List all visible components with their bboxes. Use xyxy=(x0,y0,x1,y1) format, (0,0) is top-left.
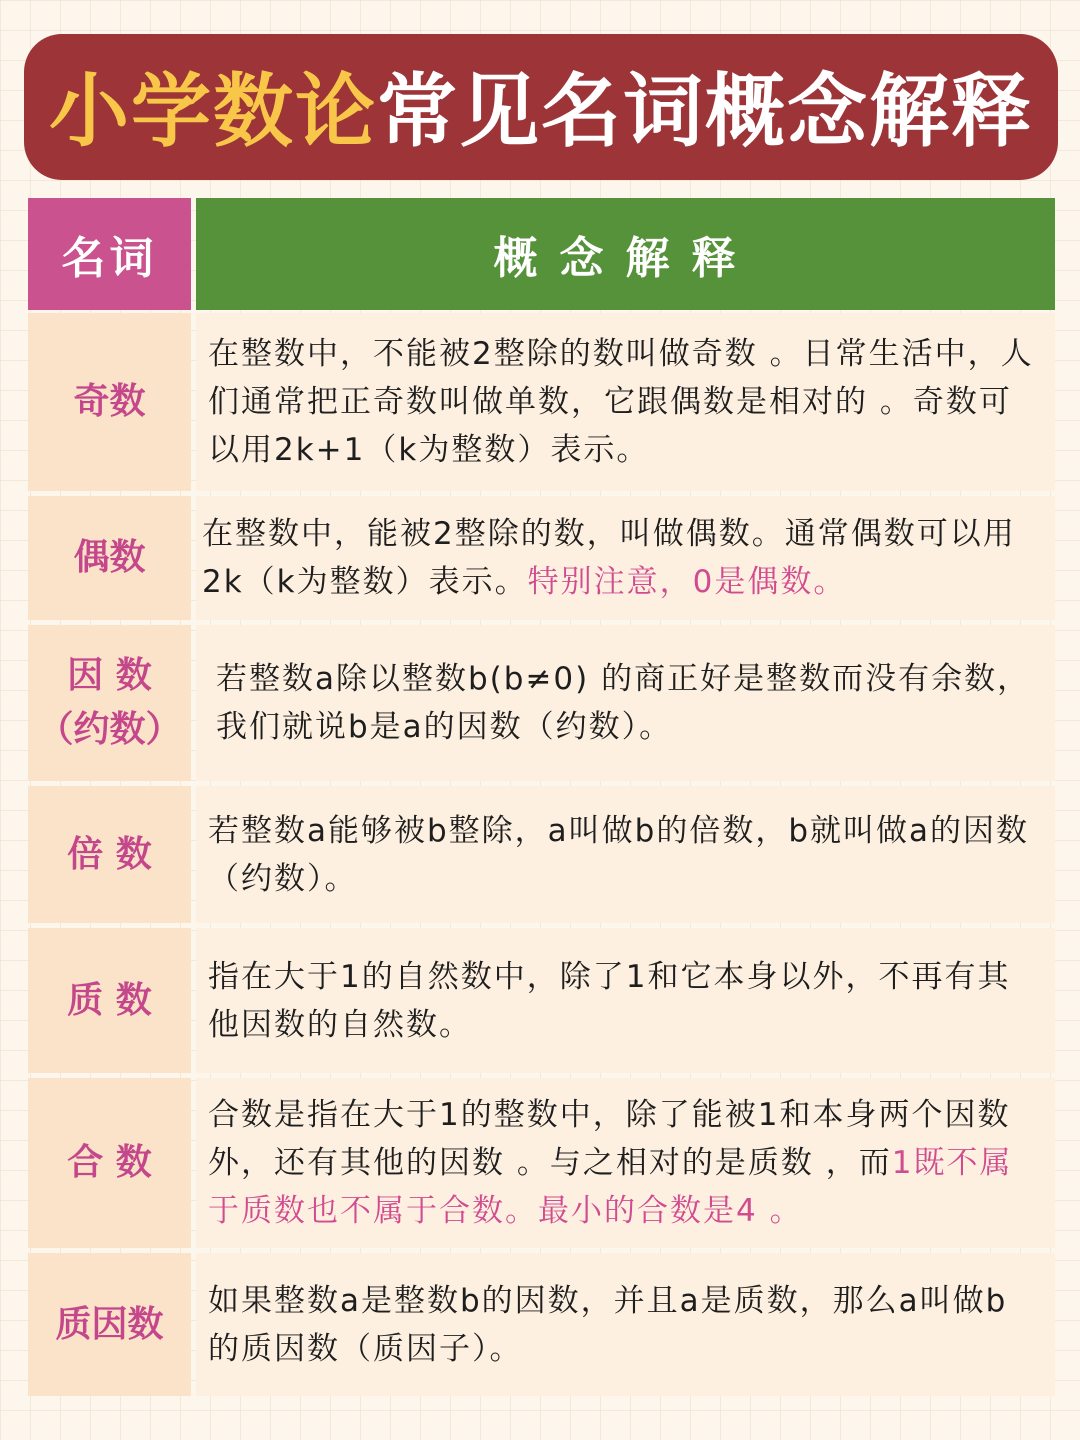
definition-cell xyxy=(196,928,1055,1073)
term-cell xyxy=(28,786,191,923)
term-label: 合 数 xyxy=(67,1142,152,1183)
table-row-prime-number xyxy=(28,928,1055,1073)
title-part-main: 常见名词概念解释 xyxy=(377,64,1033,158)
definition-cell xyxy=(196,496,1055,620)
title-banner xyxy=(24,34,1058,180)
definition-cell xyxy=(196,313,1055,491)
definition-cell xyxy=(196,625,1055,781)
definition-text: 如果整数a是整数b的因数，并且a是质数，那么a叫做b的质因数（质因子）。 xyxy=(208,1282,1008,1367)
term-label: 因 数 xyxy=(67,655,152,696)
table-row-composite-number xyxy=(28,1078,1055,1248)
term-label: 偶数 xyxy=(73,537,146,578)
title-part-highlight: 小学数论 xyxy=(49,64,377,158)
term-cell xyxy=(28,1253,191,1396)
header-definition-cell: 概念解释 xyxy=(196,198,1055,310)
term-label: 倍 数 xyxy=(67,833,152,875)
term-label-secondary: （约数） xyxy=(37,709,182,750)
definition-text: 合数是指在大于1的整数中，除了能被1和本身两个因数外，还有其他的因数 。与之相对的是质数 ，而 xyxy=(208,1097,1011,1181)
definition-highlight: 特别注意，0是偶数。 xyxy=(527,564,847,600)
term-label: 质 数 xyxy=(67,979,152,1021)
term-cell xyxy=(28,496,191,620)
page-title xyxy=(49,47,1033,162)
table-row-multiple xyxy=(28,786,1055,923)
definition-cell xyxy=(196,1253,1055,1396)
term-cell xyxy=(28,625,191,781)
definition-text: 在整数中，能被2整除的数，叫做偶数。通常偶数可以用2k（k为整数）表示。 xyxy=(202,516,1016,600)
header-term-cell: 名词 xyxy=(28,198,191,310)
table-row-factor xyxy=(28,625,1055,781)
table-row-prime-factor xyxy=(28,1253,1055,1396)
definition-text: 指在大于1的自然数中，除了1和它本身以外，不再有其他因数的自然数。 xyxy=(208,958,1011,1043)
definition-highlight: 1既不属于质数也不属于合数。最小的合数是4 。 xyxy=(208,1145,1013,1229)
table-header-row xyxy=(28,198,1055,310)
concept-table xyxy=(28,198,1055,1401)
term-cell xyxy=(28,313,191,491)
term-label: 质因数 xyxy=(55,1303,164,1345)
definition-text: 若整数a除以整数b(b≠0) 的商正好是整数而没有余数，我们就说b是a的因数（约数）。 xyxy=(216,661,1031,745)
definition-cell xyxy=(196,1078,1055,1248)
term-cell xyxy=(28,1078,191,1248)
table-row-even-number xyxy=(28,496,1055,620)
definition-cell xyxy=(196,786,1055,923)
definition-text: 若整数a能够被b整除，a叫做b的倍数，b就叫做a的因数（约数）。 xyxy=(208,812,1030,897)
term-cell xyxy=(28,928,191,1073)
definition-text: 在整数中，不能被2整除的数叫做奇数 。日常生活中，人们通常把正奇数叫做单数，它跟偶数是相对的 。奇数可以用2k+1（k为整数）表示。 xyxy=(208,336,1034,468)
table-row-odd-number xyxy=(28,313,1055,491)
term-label: 奇数 xyxy=(73,381,146,422)
